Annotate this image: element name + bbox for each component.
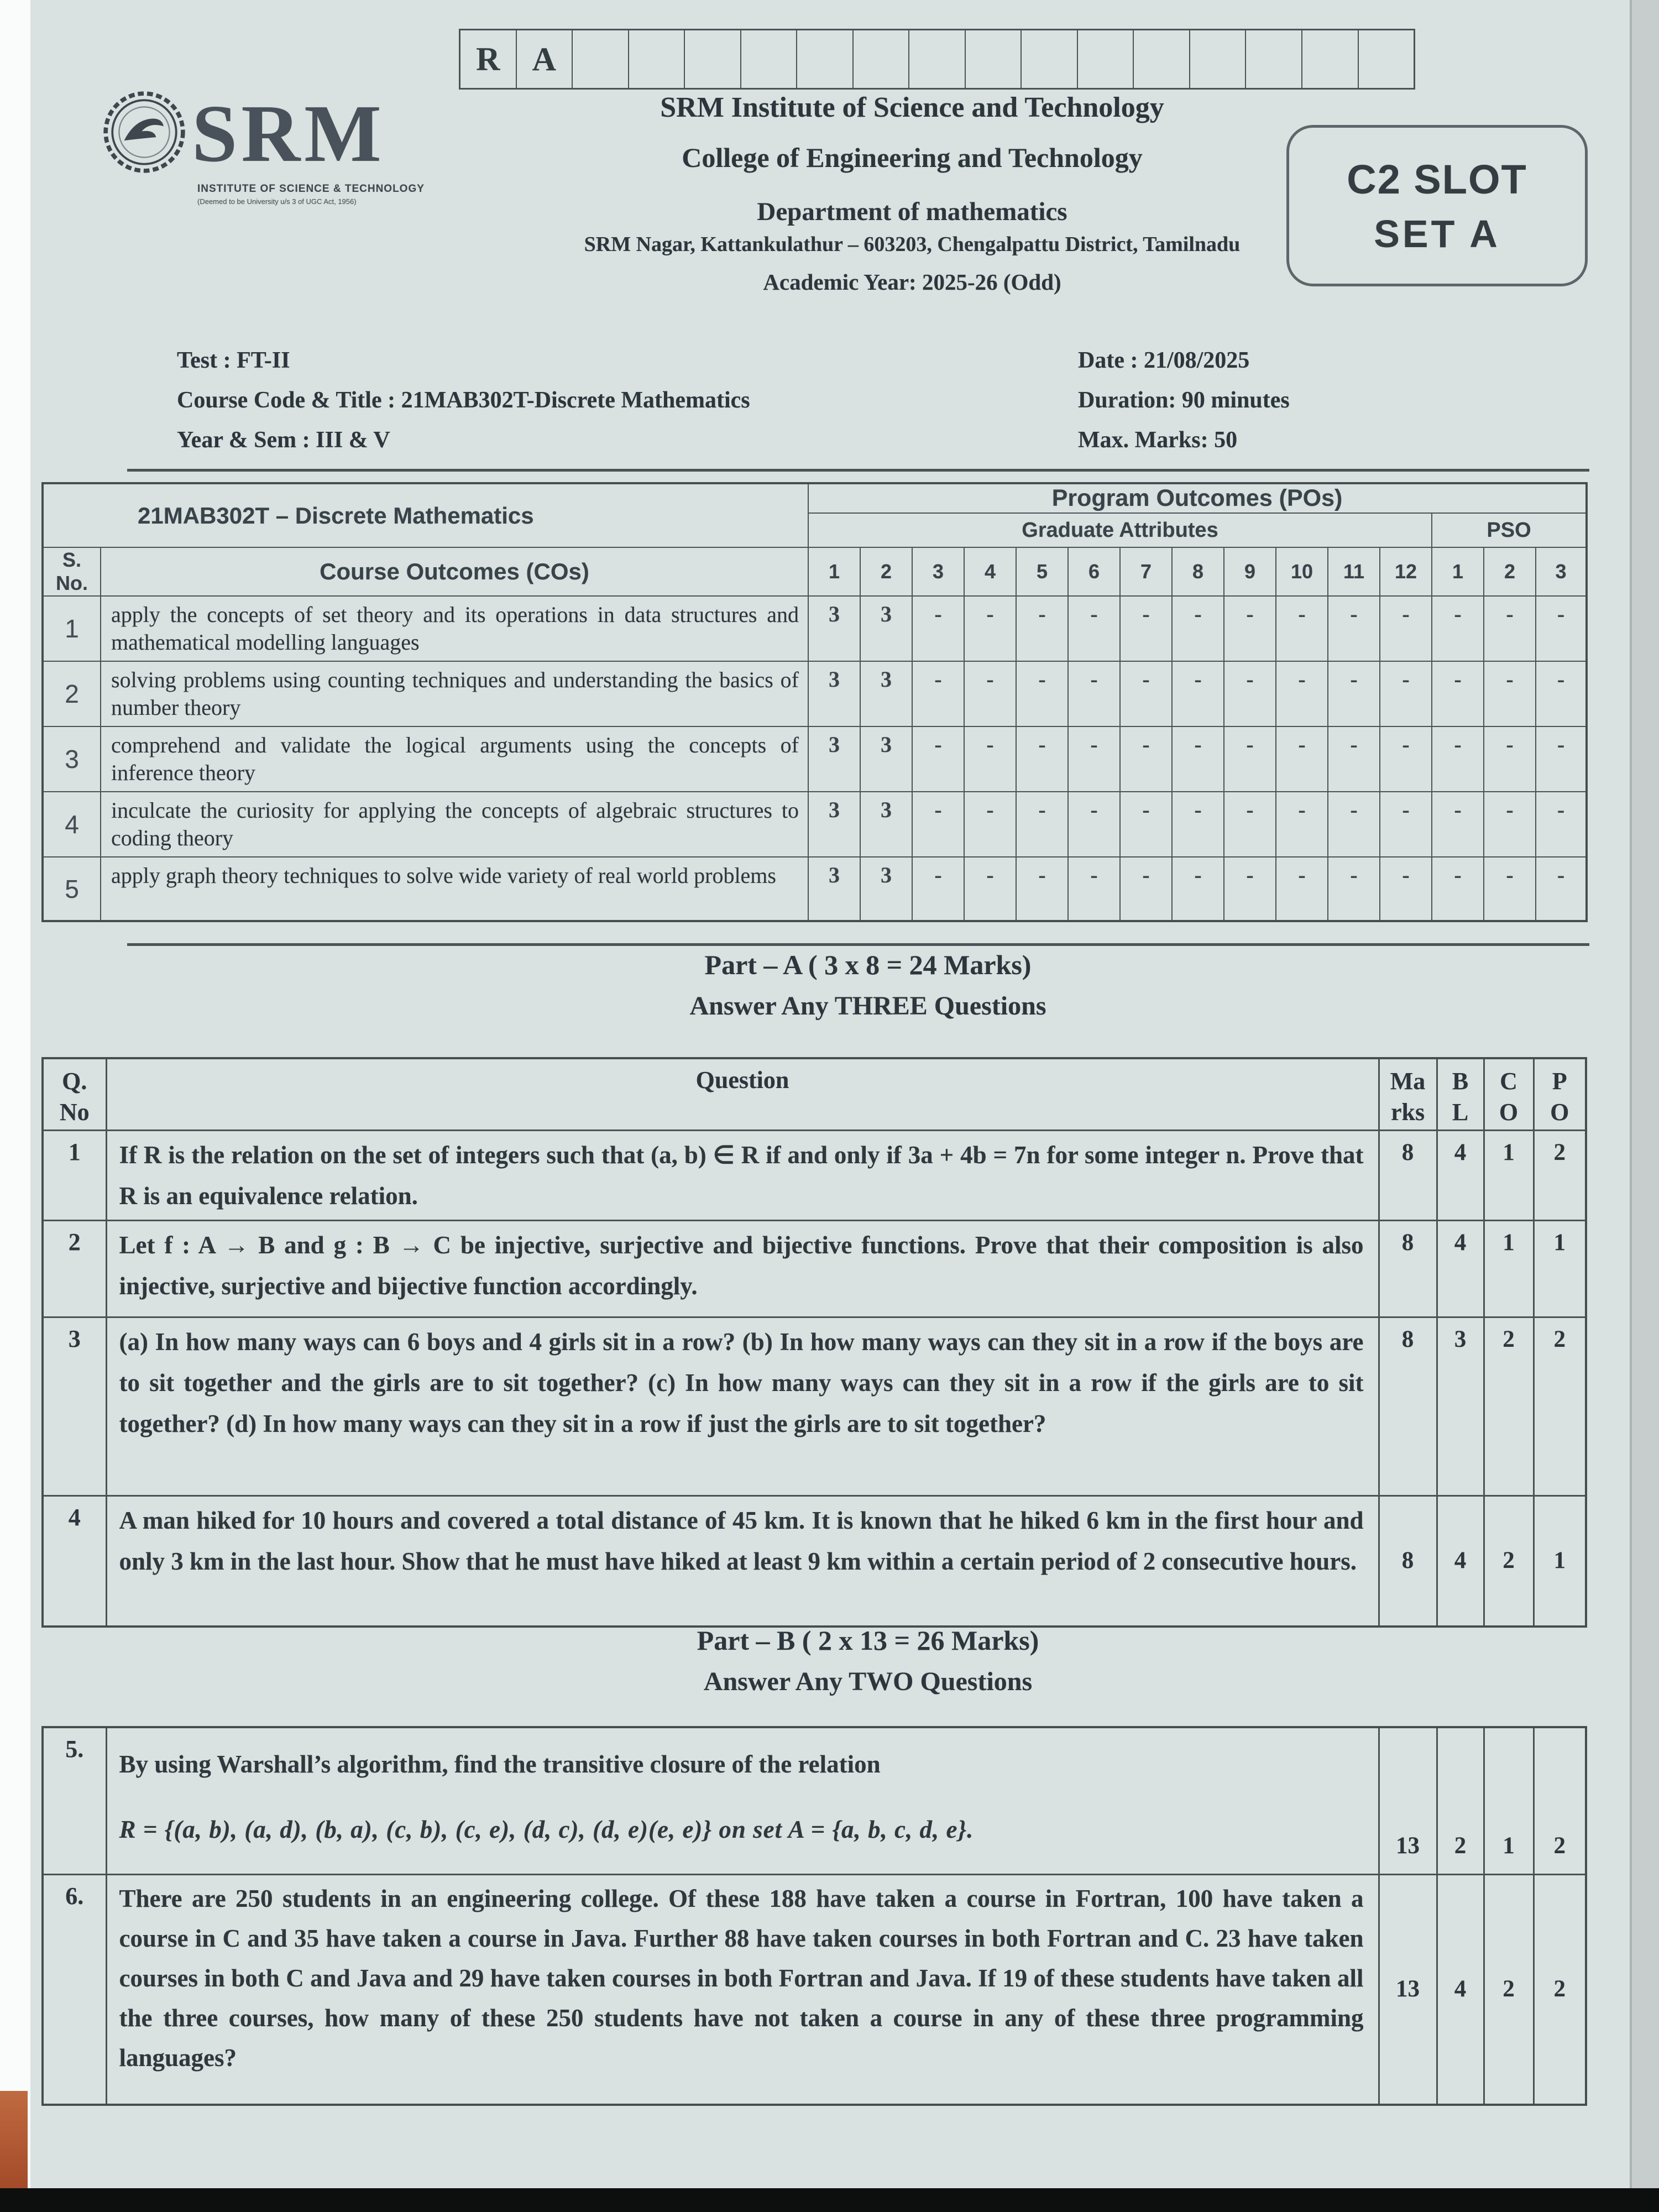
- co-sno: 1: [43, 596, 101, 661]
- pso-value: -: [1484, 726, 1536, 792]
- co-header: C O: [1484, 1058, 1534, 1130]
- po-value: -: [912, 792, 964, 857]
- po-num-cell: 4: [964, 547, 1016, 596]
- address-line: SRM Nagar, Kattankulathur – 603203, Chengalpattu District, Tamilnadu: [584, 233, 1241, 256]
- register-cell: R: [460, 30, 517, 88]
- po-value: -: [964, 726, 1016, 792]
- bl-value: 3: [1437, 1317, 1484, 1495]
- marks-value: 8: [1379, 1317, 1437, 1495]
- po-value: -: [1120, 596, 1172, 661]
- po-value: -: [1068, 596, 1120, 661]
- po-value: 2: [1534, 1727, 1586, 1874]
- question-header: Question: [106, 1058, 1379, 1130]
- po-value: -: [1380, 726, 1432, 792]
- po-value: -: [1276, 596, 1328, 661]
- po-value: -: [1276, 726, 1328, 792]
- part-b-subtitle: Answer Any TWO Questions: [703, 1667, 1033, 1696]
- po-value: -: [1016, 596, 1068, 661]
- po-value: -: [1068, 661, 1120, 726]
- po-value: -: [1016, 726, 1068, 792]
- scan-edge-left: [0, 0, 30, 2212]
- register-cell: [629, 30, 685, 88]
- pso-value: -: [1536, 857, 1587, 921]
- pso-value: -: [1484, 661, 1536, 726]
- pso-value: -: [1432, 726, 1484, 792]
- po-value: 2: [1534, 1874, 1586, 2105]
- po-value: -: [1380, 792, 1432, 857]
- po-num-cell: 1: [808, 547, 860, 596]
- course-title-cell: 21MAB302T – Discrete Mathematics: [43, 483, 808, 547]
- logo-tagline-small: (Deemed to be University u/s 3 of UGC Act, 1956): [197, 197, 357, 206]
- po-value: 3: [860, 596, 912, 661]
- co-text: inculcate the curiosity for applying the concepts of algebraic structures to coding theory: [101, 792, 808, 857]
- graduate-attributes-cell: Graduate Attributes: [808, 513, 1432, 547]
- table-row: [43, 483, 1587, 513]
- register-cell: [1078, 30, 1134, 88]
- sno-header-cell: S. No.: [43, 547, 101, 596]
- question-number: 4: [43, 1495, 106, 1627]
- marks-value: 8: [1379, 1220, 1437, 1317]
- po-value: -: [1328, 857, 1380, 921]
- bl-value: 4: [1437, 1220, 1484, 1317]
- po-num-cell: 6: [1068, 547, 1120, 596]
- po-num-cell: 5: [1016, 547, 1068, 596]
- po-header: P O: [1534, 1058, 1586, 1130]
- pso-value: -: [1432, 596, 1484, 661]
- po-value: -: [1328, 596, 1380, 661]
- po-value: 3: [860, 792, 912, 857]
- po-value: 3: [860, 726, 912, 792]
- po-num-cell: 2: [860, 547, 912, 596]
- co-sno: 4: [43, 792, 101, 857]
- po-value: 3: [808, 661, 860, 726]
- question-number: 3: [43, 1317, 106, 1495]
- question-number: 2: [43, 1220, 106, 1317]
- pso-num-cell: 3: [1536, 547, 1587, 596]
- po-value: 3: [808, 792, 860, 857]
- bl-value: 4: [1437, 1874, 1484, 2105]
- co-value: 2: [1484, 1495, 1534, 1627]
- pso-value: -: [1484, 792, 1536, 857]
- question-text: There are 250 students in an engineering college. Of these 188 have taken a course in Fortran, 100 have taken a course in C and 35 have taken a course in Java. Further 88 have taken courses in both Fortran and C. 23 have taken courses in both C and Java and 29 have taken courses in both Fortran and Java. If 19 of these students have taken all the three courses, how many of these 250 students have not taken a course in any of these three programming languages?: [106, 1874, 1379, 2105]
- register-cell: [1246, 30, 1302, 88]
- po-value: -: [1224, 596, 1276, 661]
- po-value: -: [1120, 792, 1172, 857]
- po-value: -: [1224, 661, 1276, 726]
- po-value: -: [912, 726, 964, 792]
- po-value: -: [1172, 792, 1224, 857]
- pso-value: -: [1432, 792, 1484, 857]
- po-value: -: [1380, 857, 1432, 921]
- po-num-cell: 11: [1328, 547, 1380, 596]
- question-text: If R is the relation on the set of integers such that (a, b) ∈ R if and only if 3a + 4b = 7n for some integer n. Prove that R is an equivalence relation.: [106, 1130, 1379, 1220]
- part-b-table: [41, 1726, 1587, 2106]
- part-b-heading: [102, 1624, 1634, 1697]
- co-row: [43, 661, 1587, 726]
- po-value: 1: [1534, 1495, 1586, 1627]
- po-value: -: [1224, 857, 1276, 921]
- part-a-table: [41, 1057, 1587, 1628]
- year-sem: Year & Sem : III & V: [177, 427, 390, 453]
- co-value: 2: [1484, 1874, 1534, 2105]
- po-value: 3: [808, 857, 860, 921]
- po-value: -: [1172, 726, 1224, 792]
- po-value: -: [1276, 661, 1328, 726]
- po-value: -: [1328, 661, 1380, 726]
- register-cell: [797, 30, 854, 88]
- max-marks: Max. Marks: 50: [1078, 427, 1238, 453]
- question-math-line: R = {(a, b), (a, d), (b, a), (c, b), (c, e), (d, c), (d, e)(e, e)} on set A = {a, b, c, d, e}.: [119, 1816, 974, 1843]
- po-num-cell: 8: [1172, 547, 1224, 596]
- test-info-left: [177, 347, 750, 467]
- co-text: apply the concepts of set theory and its operations in data structures and mathematical modelling languages: [101, 596, 808, 661]
- scan-edge-right: [1630, 0, 1659, 2212]
- po-value: -: [1276, 792, 1328, 857]
- co-value: 1: [1484, 1727, 1534, 1874]
- test-duration: Duration: 90 minutes: [1078, 388, 1290, 413]
- bl-value: 4: [1437, 1495, 1484, 1627]
- pso-value: -: [1536, 792, 1587, 857]
- co-header-cell: Course Outcomes (COs): [101, 547, 808, 596]
- po-value: -: [1068, 792, 1120, 857]
- co-row: [43, 792, 1587, 857]
- question-row: [43, 1220, 1586, 1317]
- part-b-title: Part – B ( 2 x 13 = 26 Marks): [697, 1625, 1039, 1656]
- pso-value: -: [1484, 857, 1536, 921]
- part-a-heading: [102, 949, 1634, 1021]
- bl-value: 4: [1437, 1130, 1484, 1220]
- co-text: solving problems using counting techniques and understanding the basics of number theory: [101, 661, 808, 726]
- test-date: Date : 21/08/2025: [1078, 348, 1250, 373]
- slot-label: C2 SLOT: [1347, 156, 1527, 202]
- question-number: 6.: [43, 1874, 106, 2105]
- po-num-cell: 3: [912, 547, 964, 596]
- register-cell: A: [517, 30, 573, 88]
- co-value: 1: [1484, 1130, 1534, 1220]
- po-value: -: [1224, 726, 1276, 792]
- pso-value: -: [1536, 596, 1587, 661]
- co-row: [43, 726, 1587, 792]
- po-value: -: [1328, 792, 1380, 857]
- question-row: [43, 1495, 1586, 1627]
- slot-set-box: [1286, 125, 1588, 286]
- part-a-title: Part – A ( 3 x 8 = 24 Marks): [704, 949, 1032, 980]
- part-a-subtitle: Answer Any THREE Questions: [689, 991, 1046, 1021]
- pso-num-cell: 1: [1432, 547, 1484, 596]
- po-value: -: [964, 792, 1016, 857]
- po-value: -: [912, 661, 964, 726]
- po-value: -: [912, 857, 964, 921]
- question-text: Let f : A → B and g : B → C be injective, surjective and bijective functions. Prove that their composition is also injective, surjective and bijective function accordingly.: [106, 1220, 1379, 1317]
- question-text: [106, 1727, 1379, 1874]
- scan-edge-bottom: [0, 2188, 1659, 2212]
- co-value: 2: [1484, 1317, 1534, 1495]
- pso-value: -: [1536, 661, 1587, 726]
- pso-value: -: [1484, 596, 1536, 661]
- co-value: 1: [1484, 1220, 1534, 1317]
- marks-value: 13: [1379, 1727, 1437, 1874]
- po-value: -: [1276, 857, 1328, 921]
- po-num-cell: 7: [1120, 547, 1172, 596]
- academic-year: Academic Year: 2025-26 (Odd): [763, 269, 1061, 295]
- po-value: 2: [1534, 1317, 1586, 1495]
- set-label: SET A: [1374, 212, 1500, 255]
- register-cell: [1302, 30, 1359, 88]
- po-value: -: [1068, 726, 1120, 792]
- co-sno: 3: [43, 726, 101, 792]
- question-text: A man hiked for 10 hours and covered a total distance of 45 km. It is known that he hiked 6 km in the first hour and only 3 km in the last hour. Show that he must have hiked at least 9 km within a certain period of 2 consecutive hours.: [106, 1495, 1379, 1627]
- pso-header-cell: PSO: [1432, 513, 1587, 547]
- register-cell: [854, 30, 910, 88]
- po-value: -: [1172, 596, 1224, 661]
- po-value: -: [1120, 661, 1172, 726]
- po-value: -: [1172, 857, 1224, 921]
- po-value: 3: [808, 596, 860, 661]
- po-value: 2: [1534, 1130, 1586, 1220]
- po-value: 1: [1534, 1220, 1586, 1317]
- bl-value: 2: [1437, 1727, 1484, 1874]
- co-row: [43, 857, 1587, 921]
- po-value: -: [1120, 726, 1172, 792]
- co-sno: 5: [43, 857, 101, 921]
- po-value: -: [1120, 857, 1172, 921]
- register-cell: [1190, 30, 1247, 88]
- po-value: -: [1172, 661, 1224, 726]
- register-number-grid: [459, 29, 1415, 90]
- co-text: apply graph theory techniques to solve wide variety of real world problems: [101, 857, 808, 921]
- question-text: (a) In how many ways can 6 boys and 4 girls sit in a row? (b) In how many ways can they sit in a row if the boys are to sit together and the girls are to sit together? (c) In how many ways can they sit in a row if the girls are to sit together? (d) In how many ways can they sit in a row if just the girls are to sit together?: [106, 1317, 1379, 1495]
- divider: [127, 469, 1589, 472]
- register-cell: [685, 30, 741, 88]
- register-cell: [966, 30, 1022, 88]
- question-row: [43, 1874, 1586, 2105]
- question-row: [43, 1727, 1586, 1874]
- test-name: Test : FT-II: [177, 348, 290, 373]
- bl-header: B L: [1437, 1058, 1484, 1130]
- po-value: -: [1016, 857, 1068, 921]
- marks-value: 8: [1379, 1130, 1437, 1220]
- scan-edge-orange: [0, 2091, 28, 2190]
- institute-name: SRM Institute of Science and Technology: [660, 92, 1164, 123]
- po-value: -: [1224, 792, 1276, 857]
- po-value: -: [912, 596, 964, 661]
- pso-value: -: [1432, 661, 1484, 726]
- marks-value: 13: [1379, 1874, 1437, 2105]
- po-value: -: [964, 857, 1016, 921]
- pso-num-cell: 2: [1484, 547, 1536, 596]
- co-sno: 2: [43, 661, 101, 726]
- po-value: -: [964, 596, 1016, 661]
- test-info-right: [1078, 347, 1290, 467]
- po-num-cell: 10: [1276, 547, 1328, 596]
- logo-brand-text: SRM: [192, 88, 385, 179]
- po-value: -: [1068, 857, 1120, 921]
- question-line: By using Warshall’s algorithm, find the transitive closure of the relation: [119, 1750, 881, 1778]
- po-value: -: [1380, 661, 1432, 726]
- divider: [127, 943, 1589, 946]
- po-value: -: [1380, 596, 1432, 661]
- logo-tagline: INSTITUTE OF SCIENCE & TECHNOLOGY: [197, 183, 425, 195]
- question-number: 1: [43, 1130, 106, 1220]
- marks-header: Ma rks: [1379, 1058, 1437, 1130]
- co-po-mapping-table: [41, 482, 1588, 922]
- qno-header: Q. No: [43, 1058, 106, 1130]
- pso-value: -: [1432, 857, 1484, 921]
- register-cell: [573, 30, 629, 88]
- register-cell: [1359, 30, 1414, 88]
- college-name: College of Engineering and Technology: [682, 142, 1143, 173]
- po-value: 3: [860, 661, 912, 726]
- po-value: -: [1016, 661, 1068, 726]
- table-row: [43, 547, 1587, 596]
- question-number: 5.: [43, 1727, 106, 1874]
- question-row: [43, 1130, 1586, 1220]
- po-num-cell: 12: [1380, 547, 1432, 596]
- po-value: 3: [808, 726, 860, 792]
- co-row: [43, 596, 1587, 661]
- po-header-cell: Program Outcomes (POs): [808, 483, 1587, 513]
- marks-value: 8: [1379, 1495, 1437, 1627]
- po-value: -: [1328, 726, 1380, 792]
- co-text: comprehend and validate the logical arguments using the concepts of inference theory: [101, 726, 808, 792]
- paper-sheet: [30, 0, 1634, 2212]
- register-cell: [1134, 30, 1190, 88]
- register-cell: [741, 30, 798, 88]
- po-value: -: [964, 661, 1016, 726]
- pso-value: -: [1536, 726, 1587, 792]
- po-value: -: [1016, 792, 1068, 857]
- table-header-row: [43, 1058, 1586, 1130]
- po-value: 3: [860, 857, 912, 921]
- po-num-cell: 9: [1224, 547, 1276, 596]
- course-code-title: Course Code & Title : 21MAB302T-Discrete Mathematics: [177, 388, 750, 413]
- register-cell: [909, 30, 966, 88]
- register-cell: [1022, 30, 1078, 88]
- srm-emblem-icon: [102, 88, 186, 179]
- department-name: Department of mathematics: [757, 197, 1067, 226]
- question-row: [43, 1317, 1586, 1495]
